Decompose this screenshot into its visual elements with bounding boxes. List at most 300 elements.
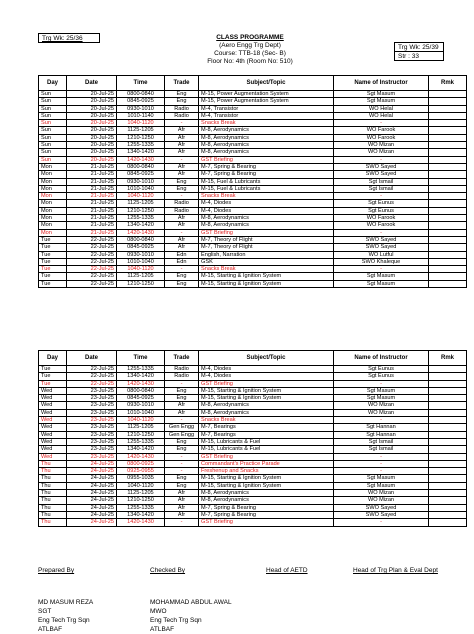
column-header-instructor: Name of Instructor xyxy=(334,351,429,366)
table-row xyxy=(39,156,467,163)
cell-subject: M-15, Power Augmentation System xyxy=(199,91,334,98)
cell-time: 1420-1430 xyxy=(117,519,165,526)
cell-instructor: - xyxy=(334,120,429,127)
cell-remark xyxy=(429,519,467,526)
cell-trade: Afr xyxy=(165,142,199,149)
cell-trade: - xyxy=(165,193,199,200)
column-header-day: Day xyxy=(39,76,67,91)
cell-subject: M-8, Aerodynamics xyxy=(199,142,334,149)
cell-instructor: Sgt Eunus xyxy=(334,366,429,373)
table-row xyxy=(39,142,467,149)
cell-date: 23-Jul-25 xyxy=(67,431,117,438)
table-row xyxy=(39,504,467,511)
cell-remark xyxy=(429,91,467,98)
cell-date: 22-Jul-25 xyxy=(67,258,117,265)
table-row xyxy=(39,273,467,280)
table-row xyxy=(39,280,467,287)
cell-subject: M-8, Aerodynamics xyxy=(199,127,334,134)
cell-instructor: Sgt Ismail xyxy=(334,185,429,192)
cell-subject: M-4, Transistor xyxy=(199,105,334,112)
cell-instructor: WO Mizan xyxy=(334,149,429,156)
cell-day: Wed xyxy=(39,387,67,394)
cell-subject: M-8, Aerodynamics xyxy=(199,490,334,497)
cell-day: Wed xyxy=(39,446,67,453)
cell-time: 1210-1250 xyxy=(117,280,165,287)
cell-trade: Eng xyxy=(165,482,199,489)
table-row xyxy=(39,258,467,265)
table-header-row xyxy=(39,351,467,366)
cell-trade: Radio xyxy=(165,112,199,119)
cell-subject: M-7, Spring & Bearing xyxy=(199,171,334,178)
cell-day: Sun xyxy=(39,91,67,98)
cell-instructor: Sgt Masum xyxy=(334,273,429,280)
cell-instructor: - xyxy=(334,453,429,460)
cell-subject: GST Briefing xyxy=(199,156,334,163)
cell-time: 1010-1040 xyxy=(117,185,165,192)
cell-instructor: SWO Sayed xyxy=(334,504,429,511)
cell-day: Thu xyxy=(39,511,67,518)
cell-day: Wed xyxy=(39,438,67,445)
cell-remark xyxy=(429,200,467,207)
document-title: CLASS PROGRAMME xyxy=(216,34,284,41)
cell-time: 1210-1250 xyxy=(117,431,165,438)
cell-subject: M-15, Starting & Ignition System xyxy=(199,475,334,482)
table-row xyxy=(39,424,467,431)
cell-date: 22-Jul-25 xyxy=(67,251,117,258)
cell-date: 22-Jul-25 xyxy=(67,380,117,387)
signer-1-unit: Eng Tech Trg Sqn xyxy=(38,617,90,624)
cell-date: 24-Jul-25 xyxy=(67,504,117,511)
column-header-day: Day xyxy=(39,351,67,366)
cell-date: 21-Jul-25 xyxy=(67,171,117,178)
signer-2-block xyxy=(150,598,232,634)
cell-remark xyxy=(429,417,467,424)
cell-day: Mon xyxy=(39,215,67,222)
cell-day: Mon xyxy=(39,178,67,185)
cell-date: 21-Jul-25 xyxy=(67,215,117,222)
cell-trade: - xyxy=(165,417,199,424)
cell-instructor: Sgt Eunus xyxy=(334,207,429,214)
cell-instructor: SWO Khaleque xyxy=(334,258,429,265)
cell-instructor: WO Farook xyxy=(334,127,429,134)
cell-date: 24-Jul-25 xyxy=(67,511,117,518)
cell-day: Sun xyxy=(39,105,67,112)
cell-remark xyxy=(429,460,467,467)
column-header-trade: Trade xyxy=(165,76,199,91)
cell-time: 1040-1120 xyxy=(117,266,165,273)
training-week-right: Trg Wk: 25/39 xyxy=(394,42,444,52)
cell-subject: GST Briefing xyxy=(199,519,334,526)
cell-time: 0930-1010 xyxy=(117,178,165,185)
cell-instructor: Sgt Masum xyxy=(334,387,429,394)
cell-subject: Freshenup and Snacks xyxy=(199,468,334,475)
cell-remark xyxy=(429,446,467,453)
cell-date: 21-Jul-25 xyxy=(67,200,117,207)
cell-instructor: Sgt Eunus xyxy=(334,200,429,207)
floor-info: Floor No: 4th (Room No: 510) xyxy=(207,58,293,65)
cell-time: 0930-1010 xyxy=(117,251,165,258)
table-row xyxy=(39,446,467,453)
cell-date: 20-Jul-25 xyxy=(67,105,117,112)
cell-remark xyxy=(429,105,467,112)
cell-instructor: Sgt Eunus xyxy=(334,373,429,380)
table-row xyxy=(39,207,467,214)
cell-subject: GSK xyxy=(199,258,334,265)
cell-subject: GST Briefing xyxy=(199,380,334,387)
cell-remark xyxy=(429,112,467,119)
cell-date: 23-Jul-25 xyxy=(67,409,117,416)
table-row xyxy=(39,380,467,387)
cell-remark xyxy=(429,229,467,236)
cell-remark xyxy=(429,178,467,185)
cell-instructor: Sgt Masum xyxy=(334,98,429,105)
cell-time: 1125-1205 xyxy=(117,490,165,497)
cell-remark xyxy=(429,497,467,504)
cell-trade: Radio xyxy=(165,366,199,373)
table-row xyxy=(39,366,467,373)
cell-subject: M-8, Aerodynamics xyxy=(199,222,334,229)
cell-instructor: WO Mizan xyxy=(334,409,429,416)
cell-subject: M-15, Lubricants & Fuel xyxy=(199,438,334,445)
column-header-time: Time xyxy=(117,351,165,366)
table-row xyxy=(39,178,467,185)
cell-trade: - xyxy=(165,266,199,273)
cell-instructor: Sgt Hannan xyxy=(334,431,429,438)
column-header-subject: Subject/Topic xyxy=(199,351,334,366)
table-row xyxy=(39,229,467,236)
cell-date: 22-Jul-25 xyxy=(67,366,117,373)
cell-time: 0845-0925 xyxy=(117,98,165,105)
cell-remark xyxy=(429,402,467,409)
cell-day: Wed xyxy=(39,417,67,424)
column-header-date: Date xyxy=(67,351,117,366)
column-header-time: Time xyxy=(117,76,165,91)
cell-remark xyxy=(429,251,467,258)
cell-day: Mon xyxy=(39,200,67,207)
cell-date: 23-Jul-25 xyxy=(67,395,117,402)
cell-remark xyxy=(429,185,467,192)
cell-subject: M-15, Power Augmentation System xyxy=(199,98,334,105)
cell-remark xyxy=(429,215,467,222)
cell-day: Tue xyxy=(39,366,67,373)
cell-date: 20-Jul-25 xyxy=(67,120,117,127)
table-row xyxy=(39,149,467,156)
cell-remark xyxy=(429,387,467,394)
cell-subject: M-15, Starting & Ignition System xyxy=(199,280,334,287)
cell-day: Thu xyxy=(39,497,67,504)
cell-date: 20-Jul-25 xyxy=(67,149,117,156)
cell-day: Thu xyxy=(39,490,67,497)
cell-day: Sun xyxy=(39,149,67,156)
cell-instructor: WO Mizan xyxy=(334,402,429,409)
cell-trade: Afr xyxy=(165,171,199,178)
table-row xyxy=(39,468,467,475)
cell-day: Wed xyxy=(39,453,67,460)
cell-instructor: WO Helal xyxy=(334,112,429,119)
head-trg-label: Head of Trg Plan & Eval Dept xyxy=(353,567,438,574)
cell-time: 1040-1120 xyxy=(117,417,165,424)
cell-time: 1210-1250 xyxy=(117,207,165,214)
cell-remark xyxy=(429,149,467,156)
cell-instructor: WO Farook xyxy=(334,222,429,229)
signer-2-rank: MWO xyxy=(150,608,167,615)
cell-time: 0845-0925 xyxy=(117,171,165,178)
cell-trade: Eng xyxy=(165,178,199,185)
table-row xyxy=(39,236,467,243)
cell-remark xyxy=(429,468,467,475)
cell-time: 1420-1430 xyxy=(117,380,165,387)
column-header-date: Date xyxy=(67,76,117,91)
cell-remark xyxy=(429,163,467,170)
cell-remark xyxy=(429,409,467,416)
cell-date: 24-Jul-25 xyxy=(67,468,117,475)
cell-instructor: - xyxy=(334,460,429,467)
cell-trade: Eng xyxy=(165,91,199,98)
cell-trade: - xyxy=(165,229,199,236)
cell-subject: M-15, Starting & Ignition System xyxy=(199,482,334,489)
department: (Aero Engg Trg Dept) xyxy=(219,42,281,49)
cell-trade: Afr xyxy=(165,511,199,518)
cell-time: 1420-1430 xyxy=(117,156,165,163)
table-row xyxy=(39,387,467,394)
cell-instructor: WO Helal xyxy=(334,105,429,112)
cell-trade: Afr xyxy=(165,222,199,229)
table-row xyxy=(39,453,467,460)
cell-subject: M-7, Theory of Flight xyxy=(199,236,334,243)
cell-date: 21-Jul-25 xyxy=(67,193,117,200)
table-row xyxy=(39,185,467,192)
cell-day: Tue xyxy=(39,380,67,387)
cell-date: 24-Jul-25 xyxy=(67,490,117,497)
cell-day: Mon xyxy=(39,185,67,192)
cell-subject: English, Narration xyxy=(199,251,334,258)
cell-time: 1125-1205 xyxy=(117,200,165,207)
cell-subject: M-4, Diodes xyxy=(199,366,334,373)
cell-instructor: - xyxy=(334,380,429,387)
schedule-table-1 xyxy=(38,75,467,288)
cell-day: Mon xyxy=(39,229,67,236)
cell-trade: Afr xyxy=(165,236,199,243)
cell-time: 0930-1010 xyxy=(117,105,165,112)
cell-time: 1040-1120 xyxy=(117,120,165,127)
cell-time: 0845-0925 xyxy=(117,244,165,251)
cell-day: Sun xyxy=(39,142,67,149)
cell-subject: M-7, Bearings xyxy=(199,431,334,438)
cell-time: 1040-1120 xyxy=(117,193,165,200)
cell-trade: Afr xyxy=(165,215,199,222)
table-row xyxy=(39,127,467,134)
cell-time: 0955-1035 xyxy=(117,475,165,482)
cell-trade: Afr xyxy=(165,490,199,497)
cell-remark xyxy=(429,134,467,141)
cell-remark xyxy=(429,236,467,243)
cell-remark xyxy=(429,171,467,178)
cell-day: Mon xyxy=(39,171,67,178)
table-row xyxy=(39,438,467,445)
table-row xyxy=(39,402,467,409)
cell-trade: Eng xyxy=(165,395,199,402)
cell-trade: - xyxy=(165,120,199,127)
cell-day: Mon xyxy=(39,207,67,214)
cell-time: 1340-1420 xyxy=(117,373,165,380)
cell-instructor: - xyxy=(334,229,429,236)
cell-trade: - xyxy=(165,468,199,475)
table-row xyxy=(39,112,467,119)
cell-date: 20-Jul-25 xyxy=(67,98,117,105)
cell-instructor: Sgt Masum xyxy=(334,475,429,482)
cell-trade: Edn xyxy=(165,251,199,258)
cell-subject: Snacks Break xyxy=(199,266,334,273)
cell-instructor: - xyxy=(334,519,429,526)
cell-subject: M-15, Starting & Ignition System xyxy=(199,395,334,402)
cell-subject: M-7, Spring & Bearing xyxy=(199,511,334,518)
cell-trade: Radio xyxy=(165,200,199,207)
cell-trade: - xyxy=(165,380,199,387)
cell-day: Tue xyxy=(39,266,67,273)
table-row xyxy=(39,171,467,178)
cell-remark xyxy=(429,266,467,273)
table-row xyxy=(39,120,467,127)
cell-time: 1125-1205 xyxy=(117,127,165,134)
cell-subject: M-8, Aerodynamics xyxy=(199,409,334,416)
cell-time: 1210-1250 xyxy=(117,134,165,141)
cell-day: Tue xyxy=(39,258,67,265)
cell-remark xyxy=(429,207,467,214)
cell-trade: Afr xyxy=(165,497,199,504)
cell-instructor: SWO Sayed xyxy=(334,171,429,178)
table-row xyxy=(39,497,467,504)
cell-date: 23-Jul-25 xyxy=(67,387,117,394)
checked-by-label: Checked By xyxy=(150,567,186,574)
cell-remark xyxy=(429,511,467,518)
cell-time: 0925-0955 xyxy=(117,468,165,475)
cell-remark xyxy=(429,490,467,497)
cell-day: Tue xyxy=(39,244,67,251)
signer-2-unit: Eng Tech Trg Sqn xyxy=(150,617,202,624)
cell-instructor: WO Mizan xyxy=(334,490,429,497)
cell-remark xyxy=(429,193,467,200)
cell-remark xyxy=(429,504,467,511)
table-row xyxy=(39,200,467,207)
cell-date: 21-Jul-25 xyxy=(67,185,117,192)
table-row xyxy=(39,134,467,141)
cell-trade: Gen Engg xyxy=(165,424,199,431)
cell-time: 1010-1040 xyxy=(117,409,165,416)
signer-2-base: ATLBAF xyxy=(150,626,175,633)
cell-trade: Radio xyxy=(165,207,199,214)
cell-instructor: Sgt Masum xyxy=(334,395,429,402)
cell-date: 21-Jul-25 xyxy=(67,229,117,236)
cell-date: 22-Jul-25 xyxy=(67,373,117,380)
cell-instructor: Sgt Ismail xyxy=(334,178,429,185)
cell-instructor: - xyxy=(334,417,429,424)
cell-subject: M-8, Aerodynamics xyxy=(199,149,334,156)
cell-day: Sun xyxy=(39,98,67,105)
cell-subject: M-8, Aerodynamics xyxy=(199,134,334,141)
cell-day: Thu xyxy=(39,504,67,511)
cell-instructor: - xyxy=(334,266,429,273)
cell-trade: Eng xyxy=(165,185,199,192)
cell-instructor: Sgt Ismail xyxy=(334,438,429,445)
cell-trade: - xyxy=(165,460,199,467)
cell-remark xyxy=(429,258,467,265)
cell-trade: Afr xyxy=(165,127,199,134)
table-row xyxy=(39,519,467,526)
cell-instructor: Sgt Hannan xyxy=(334,424,429,431)
cell-subject: M-7, Spring & Bearing xyxy=(199,504,334,511)
cell-instructor: Sgt Masum xyxy=(334,280,429,287)
table-row xyxy=(39,373,467,380)
cell-date: 22-Jul-25 xyxy=(67,244,117,251)
cell-remark xyxy=(429,380,467,387)
cell-subject: M-7, Spring & Bearing xyxy=(199,163,334,170)
cell-remark xyxy=(429,431,467,438)
cell-remark xyxy=(429,475,467,482)
cell-date: 24-Jul-25 xyxy=(67,475,117,482)
table-row xyxy=(39,417,467,424)
cell-time: 0800-0840 xyxy=(117,236,165,243)
cell-time: 1010-1140 xyxy=(117,112,165,119)
cell-date: 21-Jul-25 xyxy=(67,207,117,214)
cell-time: 0800-0925 xyxy=(117,460,165,467)
cell-trade: Edn xyxy=(165,258,199,265)
cell-trade: Radio xyxy=(165,105,199,112)
training-week-left: Trg Wk: 25/36 xyxy=(38,33,100,43)
table-row xyxy=(39,460,467,467)
cell-time: 1340-1420 xyxy=(117,511,165,518)
cell-instructor: WO Farook xyxy=(334,134,429,141)
cell-date: 24-Jul-25 xyxy=(67,482,117,489)
cell-date: 20-Jul-25 xyxy=(67,91,117,98)
signer-2-name: MOHAMMAD ABDUL AWAL xyxy=(150,599,232,606)
cell-subject: Snacks Break xyxy=(199,417,334,424)
cell-trade: Afr xyxy=(165,163,199,170)
cell-day: Tue xyxy=(39,236,67,243)
cell-time: 1255-1335 xyxy=(117,504,165,511)
cell-remark xyxy=(429,373,467,380)
cell-day: Sun xyxy=(39,156,67,163)
cell-remark xyxy=(429,127,467,134)
cell-remark xyxy=(429,453,467,460)
cell-day: Thu xyxy=(39,468,67,475)
cell-trade: Eng xyxy=(165,438,199,445)
cell-time: 1420-1430 xyxy=(117,229,165,236)
table-row xyxy=(39,251,467,258)
cell-trade: Afr xyxy=(165,149,199,156)
cell-day: Wed xyxy=(39,402,67,409)
cell-instructor: SWO Sayed xyxy=(334,163,429,170)
cell-time: 0800-0840 xyxy=(117,163,165,170)
cell-trade: - xyxy=(165,156,199,163)
cell-trade: Eng xyxy=(165,273,199,280)
cell-time: 1340-1420 xyxy=(117,446,165,453)
cell-trade: Eng xyxy=(165,280,199,287)
cell-subject: M-4, Transistor xyxy=(199,112,334,119)
cell-date: 22-Jul-25 xyxy=(67,273,117,280)
cell-instructor: SWO Sayed xyxy=(334,511,429,518)
cell-subject: M-15, Fuel & Lubricants xyxy=(199,178,334,185)
cell-trade: Eng xyxy=(165,475,199,482)
cell-instructor: SWO Sayed xyxy=(334,244,429,251)
cell-time: 1255-1335 xyxy=(117,438,165,445)
cell-time: 1040-1120 xyxy=(117,482,165,489)
cell-remark xyxy=(429,120,467,127)
cell-subject: GST Briefing xyxy=(199,453,334,460)
cell-date: 22-Jul-25 xyxy=(67,266,117,273)
cell-subject: M-7, Bearings xyxy=(199,424,334,431)
cell-subject: M-8, Aerodynamics xyxy=(199,497,334,504)
cell-day: Mon xyxy=(39,222,67,229)
